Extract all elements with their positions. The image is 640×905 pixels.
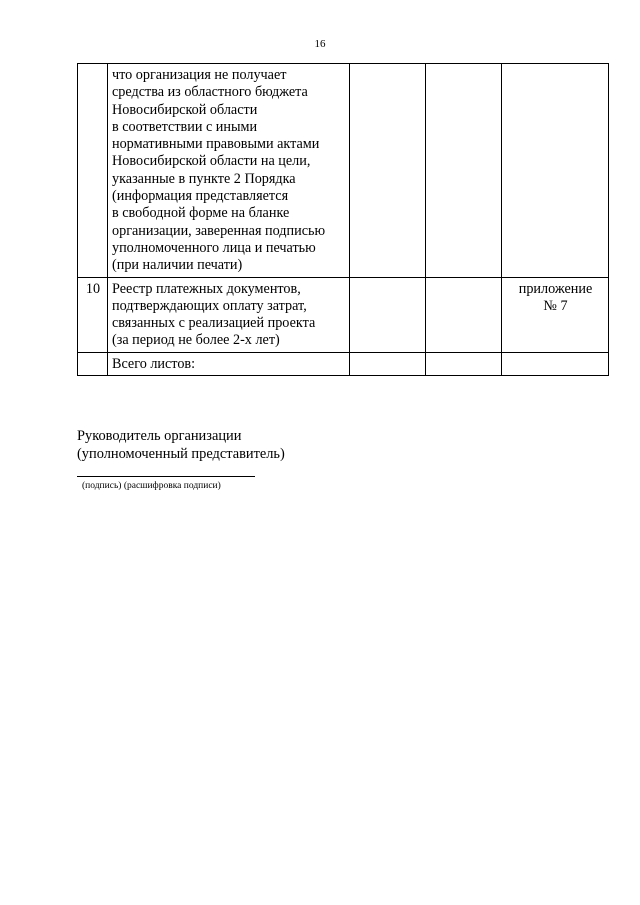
row-number-cell: 10 (78, 277, 108, 352)
table-body (78, 64, 609, 376)
description-line: указанные в пункте 2 Порядка (112, 170, 296, 187)
empty-cell (350, 352, 426, 375)
row-number-cell (78, 64, 108, 278)
signature-caption: (подпись) (расшифровка подписи) (82, 481, 221, 491)
description-line: нормативными правовыми актами (112, 136, 320, 153)
note-line: приложение (518, 280, 593, 297)
empty-cell (426, 352, 502, 375)
note-line: № 7 (543, 297, 568, 314)
note-cell (502, 352, 609, 375)
empty-cell (426, 64, 502, 278)
description-cell (108, 352, 350, 375)
description-cell (108, 64, 350, 278)
description-line: связанных с реализацией проекта (112, 315, 316, 332)
empty-cell (350, 64, 426, 278)
description-line: Новосибирской области на цели, (112, 153, 311, 170)
signature-block (77, 427, 285, 463)
description-line: подтверждающих оплату затрат, (112, 297, 307, 314)
description-line: Всего листов: (112, 355, 196, 372)
description-line: Реестр платежных документов, (112, 280, 301, 297)
page-number: 16 (314, 38, 326, 50)
description-line: (информация представляется (112, 188, 289, 205)
description-line: Новосибирской области (112, 101, 258, 118)
description-line: организации, заверенная подписью (112, 222, 326, 239)
signature-subtitle: (уполномоченный представитель) (77, 446, 285, 462)
table-row (78, 352, 609, 375)
signature-title: Руководитель организации (77, 428, 242, 444)
empty-cell (350, 277, 426, 352)
description-line: в свободной форме на бланке (112, 205, 290, 222)
table-row (78, 277, 609, 352)
description-line: (за период не более 2-х лет) (112, 332, 280, 349)
description-cell (108, 277, 350, 352)
table-row (78, 64, 609, 278)
empty-cell (426, 277, 502, 352)
description-line: средства из областного бюджета (112, 84, 308, 101)
description-line: что организация не получает (112, 67, 287, 83)
description-line: уполномоченного лица и печатью (112, 239, 316, 256)
description-line: (при наличии печати) (112, 257, 243, 274)
description-line: в соответствии с иными (112, 118, 258, 135)
note-cell (502, 64, 609, 278)
note-cell (502, 277, 609, 352)
signature-line (77, 476, 255, 477)
row-number-cell (78, 352, 108, 375)
document-table (77, 63, 609, 376)
